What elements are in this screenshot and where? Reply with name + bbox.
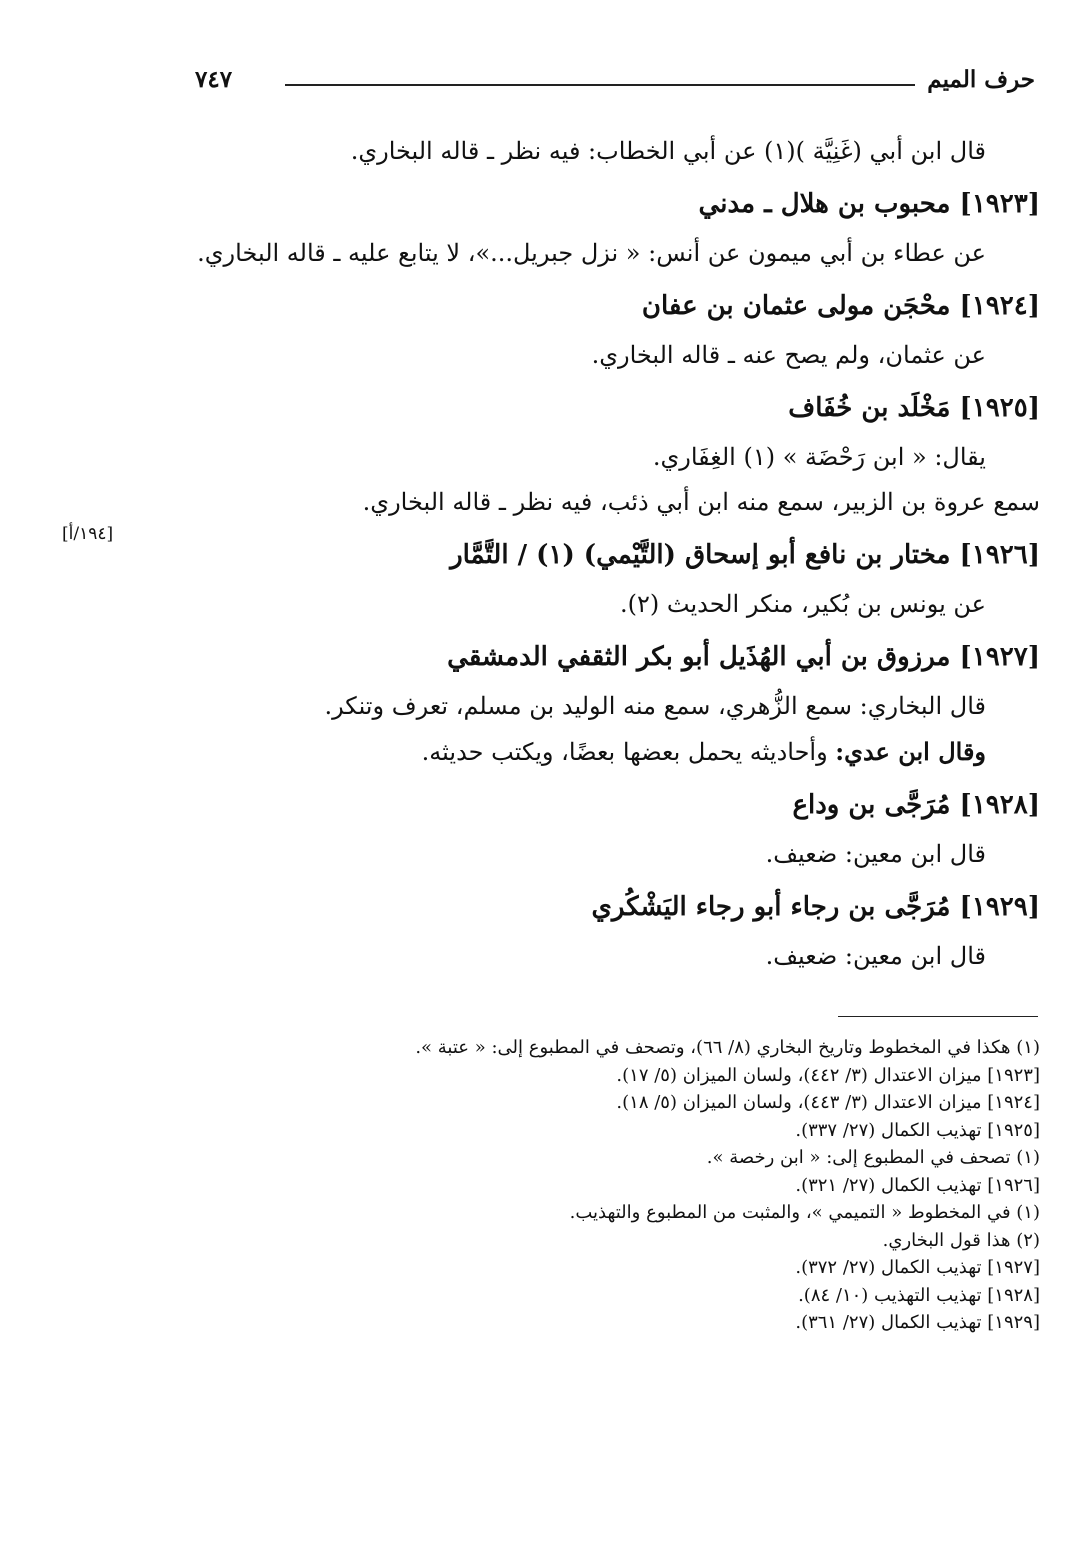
header-rule (285, 84, 915, 86)
footnote: (١) في المخطوط « التميمي »، والمثبت من المطبوع والتهذيب. (569, 1202, 1040, 1223)
footnote: [١٩٢٦] تهذيب الكمال (٢٧/ ٣٢١). (795, 1174, 1040, 1196)
entry-lead-text: وأحاديثه يحمل بعضها بعضًا، ويكتب حديثه. (421, 738, 836, 766)
entry-heading: [١٩٢٥] مَخْلَد بن خُفَاف (788, 393, 1040, 423)
entry-lead: وقال ابن عدي: (835, 737, 986, 766)
footnote: [١٩٢٨] تهذيب التهذيب (١٠/ ٨٤). (798, 1284, 1040, 1306)
entry-text: قال البخاري: سمع الزُّهري، سمع منه الوليد بن مسلم، تعرف وتنكر. (324, 692, 986, 720)
entry-heading: [١٩٢٣] محبوب بن هلال ـ مدني (698, 189, 1040, 219)
entry-heading: [١٩٢٨] مُرَجَّى بن وداع (792, 790, 1040, 820)
entry-text: عن عطاء بن أبي ميمون عن أنس: « نزل جبريل...»، لا يتابع عليه ـ قاله البخاري. (197, 239, 986, 267)
footnote: [١٩٢٣] ميزان الاعتدال (٣/ ٤٤٢)، ولسان الميزان (٥/ ١٧). (616, 1064, 1040, 1086)
page-number: ٧٤٧ (195, 66, 233, 93)
entry-text: قال ابن معين: ضعيف. (765, 840, 986, 868)
entry-text (180, 734, 1040, 770)
main-text (180, 124, 1040, 984)
entry-text: يقال: « ابن رَحْضَة » (١) الغِفَاري. (652, 443, 986, 471)
entry-text: سمع عروة بن الزبير، سمع منه ابن أبي ذئب، فيه نظر ـ قاله البخاري. (362, 488, 1040, 516)
footnote: [١٩٢٩] تهذيب الكمال (٢٧/ ٣٦١). (795, 1312, 1040, 1333)
footnote: (١) تصحف في المطبوع إلى: « ابن رخصة ». (706, 1147, 1040, 1168)
entry-heading: [١٩٢٧] مرزوق بن أبي الهُذَيل أبو بكر الثقفي الدمشقي (447, 642, 1040, 672)
entry-text: عن يونس بن بُكير، منكر الحديث (٢). (620, 590, 986, 618)
entry-heading: [١٩٢٩] مُرَجَّى بن رجاء أبو رجاء اليَشْكُري (591, 892, 1040, 922)
margin-folio-note: [١٩٤/أ] (62, 524, 114, 544)
entry-heading: [١٩٢٦] مختار بن نافع أبو إسحاق (التَّيْمي) (١) / التَّمَّار (450, 540, 1040, 570)
footnote: (٢) هذا قول البخاري. (882, 1229, 1040, 1251)
footnote: [١٩٢٥] تهذيب الكمال (٢٧/ ٣٣٧). (795, 1119, 1040, 1141)
entry-heading: [١٩٢٤] محْجَن مولى عثمان بن عفان (641, 291, 1040, 321)
entry-text: عن عثمان، ولم يصح عنه ـ قاله البخاري. (591, 341, 986, 369)
entry-text: قال ابن معين: ضعيف. (765, 942, 986, 970)
footnote: [١٩٢٧] تهذيب الكمال (٢٧/ ٣٧٢). (795, 1257, 1040, 1278)
footnotes (180, 1034, 1040, 1337)
entry-text: قال ابن أبي (غَنِيَّة )(١) عن أبي الخطاب: فيه نظر ـ قاله البخاري. (350, 137, 986, 165)
footnote-separator (838, 1016, 1038, 1017)
page-header (195, 62, 1035, 106)
footnote: [١٩٢٤] ميزان الاعتدال (٣/ ٤٤٣)، ولسان الميزان (٥/ ١٨). (616, 1092, 1040, 1113)
footnote: (١) هكذا في المخطوط وتاريخ البخاري (٨/ ٦٦)، وتصحف في المطبوع إلى: « عتبة ». (415, 1037, 1040, 1058)
running-title: حرف الميم (927, 66, 1035, 93)
